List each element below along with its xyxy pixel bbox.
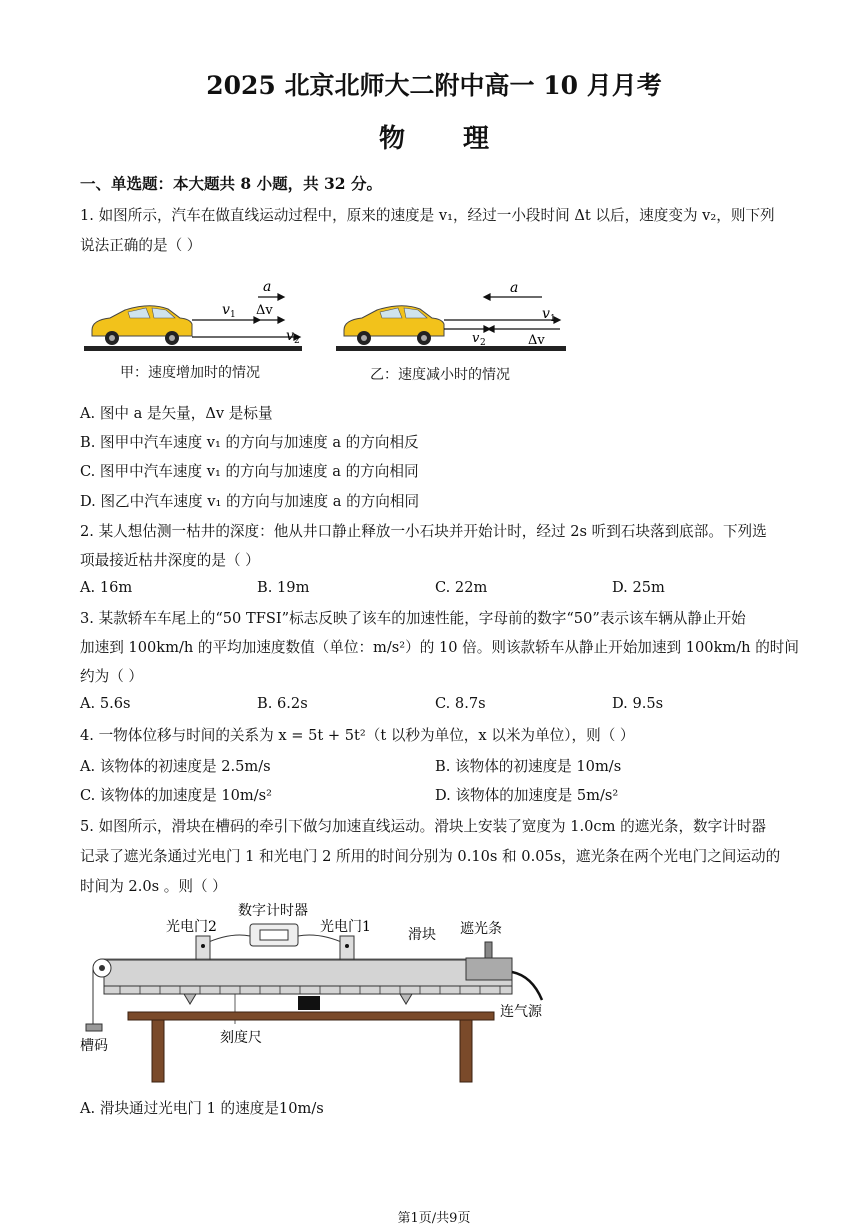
q1-stem-line2: 说法正确的是（ ） [80,237,202,254]
section-heading: 一、单选题：本大题共 8 小题，共 32 分。 [80,174,382,193]
q4-option-d: D. 该物体的加速度是 5m/s² [435,787,619,804]
subject-title: 物理 [378,124,547,154]
q5-stem-line2: 记录了遮光条通过光电门 1 和光电门 2 所用的时间分别为 0.10s 和 0.05s，遮光条在两个光电门之间运动的 [80,848,781,865]
q4-option-b: B. 该物体的初速度是 10m/s [435,758,622,775]
q2-stem-line1: 2. 某人想估测一枯井的深度：他从井口静止释放一小石块并开始计时，经过 2s 听到石块落到底部。下列选 [80,523,767,540]
q2-option-a: A. 16m [80,579,133,596]
weight-icon [86,1024,102,1031]
label-strip: 遮光条 [460,921,502,937]
q5-stem-line3: 时间为 2.0s 。则（ ） [80,878,227,895]
q3-option-c: C. 8.7s [435,695,486,712]
q3-stem-line3: 约为（ ） [80,668,144,685]
q1-stem-line1: 1. 如图所示，汽车在做直线运动过程中，原来的速度是 v₁，经过一小段时间 Δt 以后，速度变为 v₂，则下列 [80,207,775,224]
q2-stem-line2: 项最接近枯井深度的是（ ） [80,552,260,569]
q1-option-d: D. 图乙中汽车速度 v₁ 的方向与加速度 a 的方向相同 [80,493,420,510]
q4-options-row1 [80,755,780,775]
label-v2-left: v [286,328,294,344]
air-track [104,960,512,994]
q2-options [80,579,780,599]
label-ruler: 刻度尺 [220,1030,262,1046]
q4-option-a: A. 该物体的初速度是 2.5m/s [80,758,271,775]
label-v1-left: v [222,302,230,318]
label-gate1: 光电门1 [320,919,371,935]
label-air: 连气源 [500,1004,542,1020]
label-dv-right: Δv [528,333,545,348]
label-v2-right: v [472,331,480,346]
slider-icon [466,958,512,980]
q3-stem-line2: 加速到 100km/h 的平均加速度数值（单位：m/s²）的 10 倍。则该款轿车从静止开始加速到 100km/h 的时间 [80,639,799,656]
label-gate2: 光电门2 [166,919,217,935]
q4-option-c: C. 该物体的加速度是 10m/s² [80,787,272,804]
q3-option-d: D. 9.5s [612,695,664,712]
label-a-left: a [263,279,272,295]
q2-option-d: D. 25m [612,579,665,596]
q4-stem: 4. 一物体位移与时间的关系为 x = 5t + 5t²（t 以秒为单位，x 以米为单位），则（ ） [80,727,635,744]
label-v1-right: v [542,306,550,322]
q3-option-b: B. 6.2s [257,695,308,712]
strip-icon [485,942,492,958]
q1-option-c: C. 图甲中汽车速度 v₁ 的方向与加速度 a 的方向相同 [80,463,419,480]
label-timer: 数字计时器 [238,903,308,919]
label-v2-sub-left: 2 [294,336,300,346]
page-footer: 第1页/共9页 [397,1211,471,1226]
label-v1-sub-left: 1 [230,310,236,320]
q5-air-track-figure [80,900,560,1090]
label-v2-sub-right: 2 [480,338,486,348]
q5-option-a: A. 滑块通过光电门 1 的速度是10m/s [80,1100,324,1117]
q2-option-c: C. 22m [435,579,488,596]
q1-option-b: B. 图甲中汽车速度 v₁ 的方向与加速度 a 的方向相反 [80,434,419,451]
q1-option-a: A. 图中 a 是矢量，Δv 是标量 [80,405,273,422]
q2-option-b: B. 19m [257,579,310,596]
document-title: 2025 北京北师大二附中高一 10 月月考 [206,71,662,100]
label-slider: 滑块 [408,927,436,943]
q3-stem-line1: 3. 某款轿车车尾上的“50 TFSI”标志反映了该车的加速性能，字母前的数字“50”表示该车辆从静止开始 [80,610,746,627]
table-top [128,1012,494,1020]
label-weight: 槽码 [80,1038,108,1054]
label-dv-left: Δv [256,303,273,318]
fig-caption-right: 乙：速度减小时的情况 [370,367,510,383]
q3-options [80,695,780,715]
q5-stem-line1: 5. 如图所示，滑块在槽码的牵引下做匀加速直线运动。滑块上安装了宽度为 1.0cm 的遮光条，数字计时器 [80,818,767,835]
q3-option-a: A. 5.6s [80,695,131,712]
label-a-right: a [510,280,519,296]
q4-options-row2 [80,784,780,804]
label-v1-sub-right: 1 [550,314,556,324]
fig-caption-left: 甲：速度增加时的情况 [120,365,260,381]
